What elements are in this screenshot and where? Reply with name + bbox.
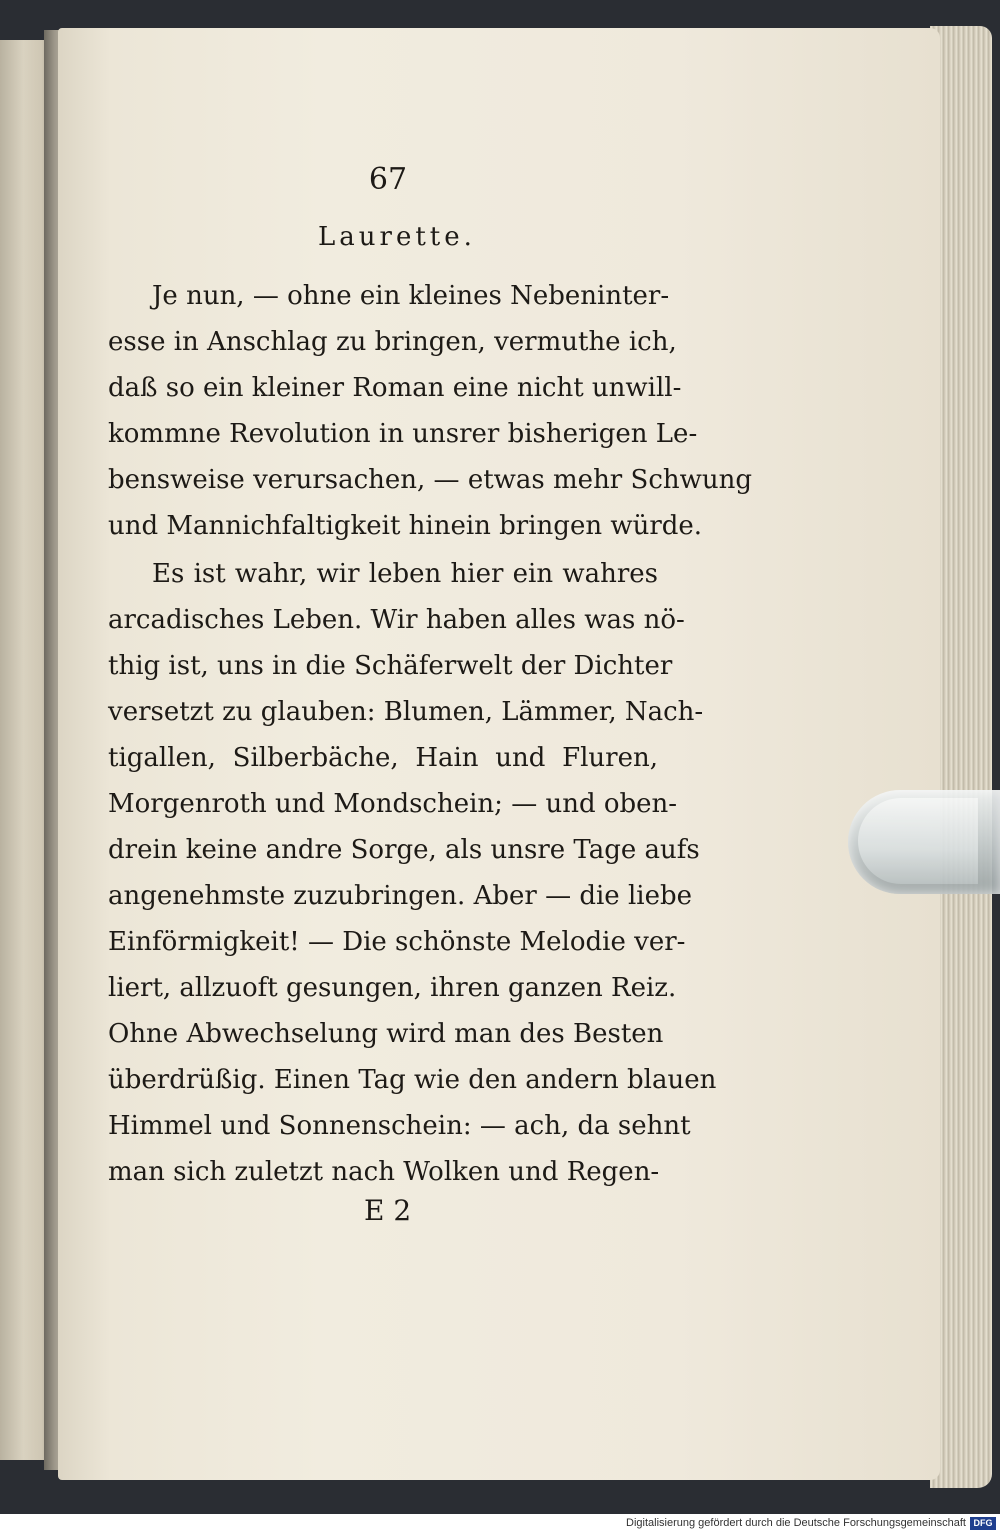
text-line: daß so ein kleiner Roman eine nicht unwill- xyxy=(108,373,682,403)
text-line: Einförmigkeit! — Die schönste Melodie ver- xyxy=(108,927,686,957)
text-line: überdrüßig. Einen Tag wie den andern blauen xyxy=(108,1065,717,1095)
signature-mark: E 2 xyxy=(364,1194,412,1227)
dfg-logo-icon: DFG xyxy=(970,1517,996,1530)
text-line: esse in Anschlag zu bringen, vermuthe ich, xyxy=(108,327,677,357)
text-line: tigallen, Silberbäche, Hain und Fluren, xyxy=(108,743,658,773)
text-line: Ohne Abwechselung wird man des Besten xyxy=(108,1019,664,1049)
text-line: angenehmste zuzubringen. Aber — die liebe xyxy=(108,881,692,911)
page-number: 67 xyxy=(368,162,408,197)
text-line: thig ist, uns in die Schäferwelt der Dichter xyxy=(108,651,673,681)
text-line: bensweise verursachen, — etwas mehr Schwung xyxy=(108,465,753,495)
text-line: kommne Revolution in unsrer bisherigen Le- xyxy=(108,419,698,449)
text-line: man sich zuletzt nach Wolken und Regen- xyxy=(108,1157,660,1187)
footer-credit: Digitalisierung gefördert durch die Deutsche Forschungsgemeinschaft xyxy=(626,1517,966,1529)
running-title: Laurette. xyxy=(318,222,476,252)
text-line: Es ist wahr, wir leben hier ein wahres xyxy=(152,559,658,589)
page-clip-highlight xyxy=(858,798,978,884)
text-line: Himmel und Sonnenschein: — ach, da sehnt xyxy=(108,1111,691,1141)
text-line: drein keine andre Sorge, als unsre Tage aufs xyxy=(108,835,700,865)
text-line: versetzt zu glauben: Blumen, Lämmer, Nach- xyxy=(108,697,704,727)
text-line: arcadisches Leben. Wir haben alles was nö- xyxy=(108,605,685,635)
text-line: Je nun, — ohne ein kleines Nebeninter- xyxy=(152,281,670,311)
footer-bar xyxy=(0,1514,1000,1534)
text-line: liert, allzuoft gesungen, ihren ganzen Reiz. xyxy=(108,973,677,1003)
page-clip xyxy=(848,790,1000,894)
text-line: Morgenroth und Mondschein; — und oben- xyxy=(108,789,678,819)
text-line: und Mannichfaltigkeit hinein bringen würde. xyxy=(108,511,703,541)
